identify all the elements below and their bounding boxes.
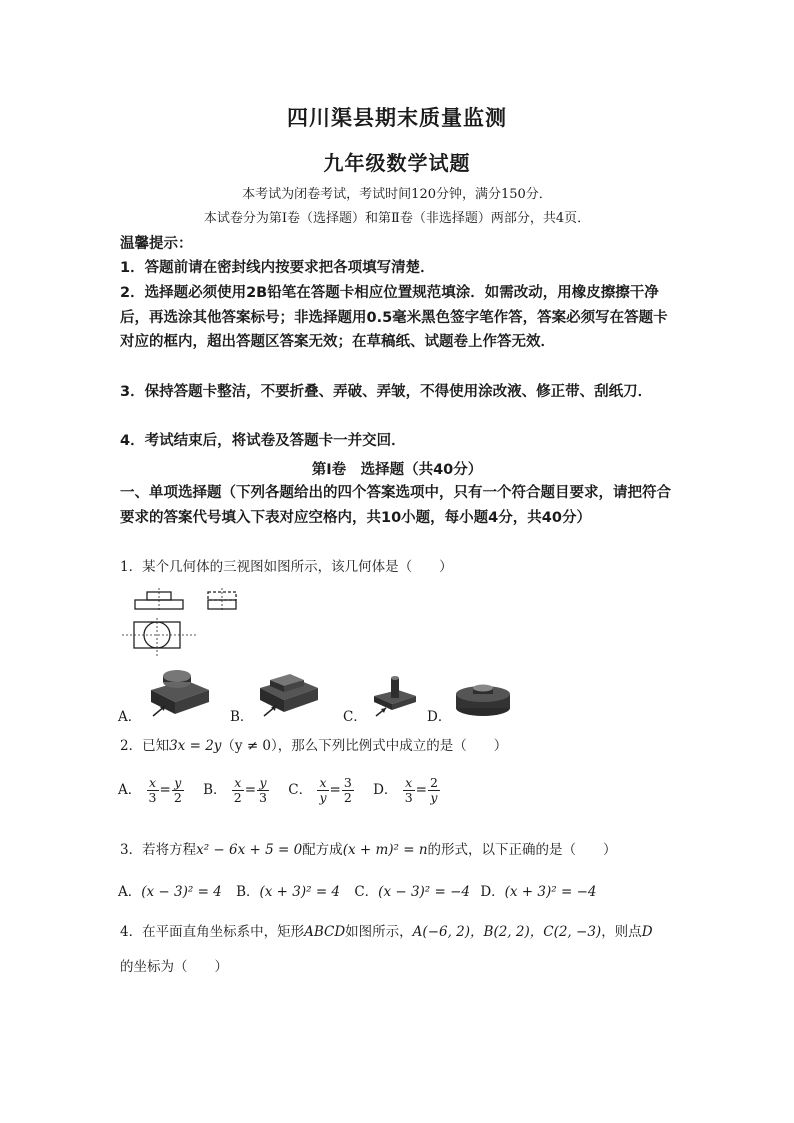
q4-stem-post: ，则点 bbox=[601, 924, 642, 940]
q4-rect: ABCD bbox=[304, 924, 346, 940]
question-4-line-2: 的坐标为（ ） bbox=[120, 959, 228, 975]
q4-point-d: D bbox=[641, 924, 653, 940]
question-4-stem bbox=[120, 921, 680, 943]
q3-stem-post: 的形式，以下正确的是（ ） bbox=[427, 842, 617, 858]
q3-option-d[interactable]: D．(x + 3)² = −4 bbox=[480, 884, 597, 900]
q4-stem-mid: 如图所示， bbox=[345, 924, 413, 940]
tip-item-2: 2．选择题必须使用2B铅笔在答题卡相应位置规范填涂．如需改动，用橡皮擦擦干净后，再选涂其他答案标号；非选择题用0.5毫米黑色签字笔作答，答案必须写在答题卡对应的框内，超出答题区答案无效；在草稿纸、试题卷上作答无效． bbox=[120, 285, 668, 350]
q3-stem-mid: 配方成 bbox=[302, 842, 343, 858]
tip-item-4: 4．考试结束后，将试卷及答题卡一并交回． bbox=[120, 433, 406, 449]
q3-options bbox=[118, 880, 596, 900]
tip-item-3: 3．保持答题卡整洁，不要折叠、弄破、弄皱，不得使用涂改液、修正带、刮纸刀． bbox=[120, 384, 653, 400]
q4-points: A(−6, 2)，B(2, 2)，C(2, −3) bbox=[412, 924, 602, 940]
q3-equation: x² − 6x + 5 = 0 bbox=[196, 842, 303, 858]
q3-option-b[interactable]: B．(x + 3)² = 4 bbox=[236, 884, 341, 900]
q2-option-a[interactable]: A． $\frac{x}{3}$ = $\frac{y}{2}$ bbox=[118, 775, 182, 805]
q2-option-c[interactable]: C． $\frac{x}{y}$ = $\frac{3}{2}$ bbox=[288, 775, 352, 805]
tip-item-1: 1．答题前请在密封线内按要求把各项填写清楚． bbox=[120, 260, 435, 276]
q1-option-b[interactable]: B． bbox=[230, 709, 254, 725]
question-2-stem bbox=[120, 735, 680, 757]
section-title: 第Ⅰ卷 选择题（共40分） bbox=[311, 462, 483, 478]
q1-option-c[interactable]: C． bbox=[343, 709, 367, 725]
tips-heading: 温馨提示： bbox=[120, 236, 193, 252]
solid-b-icon bbox=[256, 668, 324, 718]
q3-stem-pre: 3．若将方程 bbox=[120, 842, 197, 858]
question-1-stem: 1．某个几何体的三视图如图所示，该几何体是（ ） bbox=[120, 559, 453, 575]
exam-title: 四川渠县期末质量监测 bbox=[287, 106, 507, 130]
q2-options bbox=[118, 776, 441, 805]
q2-condition-2: （y ≠ 0） bbox=[221, 738, 278, 754]
solid-d-icon bbox=[452, 680, 514, 718]
q2-stem-pre: 2．已知 bbox=[120, 738, 170, 754]
q2-condition: 3x = 2y bbox=[169, 738, 222, 754]
q2-option-b[interactable]: B． $\frac{x}{2}$ = $\frac{y}{3}$ bbox=[203, 775, 267, 805]
exam-subtitle: 九年级数学试题 bbox=[323, 151, 471, 175]
q2-option-d[interactable]: D． $\frac{x}{3}$ = $\frac{2}{y}$ bbox=[373, 775, 438, 805]
q3-form: (x + m)² = n bbox=[342, 842, 428, 858]
question-3-stem bbox=[120, 839, 680, 861]
q1-option-a[interactable]: A． bbox=[118, 709, 142, 725]
q3-option-a[interactable]: A．(x − 3)² = 4 bbox=[118, 884, 222, 900]
three-view-drawing bbox=[122, 588, 242, 658]
q4-stem-pre: 4．在平面直角坐标系中，矩形 bbox=[120, 924, 305, 940]
solid-c-icon bbox=[370, 672, 420, 718]
section-instruction: 一、单项选择题（下列各题给出的四个答案选项中，只有一个符合题目要求，请把符合要求的答案代号填入下表对应空格内，共10小题，每小题4分，共40分） bbox=[120, 485, 671, 526]
solid-a-icon bbox=[145, 668, 213, 718]
q1-option-d[interactable]: D． bbox=[427, 709, 452, 725]
q2-stem-post: ，那么下列比例式中成立的是（ ） bbox=[277, 738, 508, 754]
exam-info-line-1: 本考试为闭卷考试，考试时间120分钟，满分150分． bbox=[242, 187, 552, 202]
exam-info-line-2: 本试卷分为第Ⅰ卷（选择题）和第Ⅱ卷（非选择题）两部分，共4页． bbox=[203, 211, 591, 226]
q3-option-c[interactable]: C．(x − 3)² = −4 bbox=[354, 884, 471, 900]
